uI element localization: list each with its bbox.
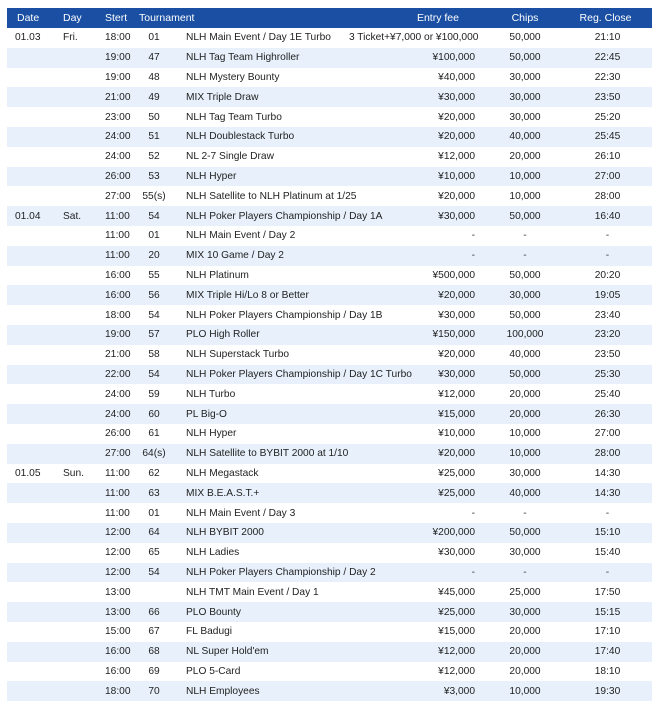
cell-chips: 20,000	[509, 665, 541, 677]
cell-chips: 25,000	[509, 586, 541, 598]
cell-number: 70	[148, 685, 160, 697]
cell-tournament: NLH Satellite to NLH Platinum at 1/25	[186, 190, 357, 202]
cell-reg-close: 14:30	[594, 487, 621, 499]
cell-entry-fee: ¥45,000	[438, 586, 475, 598]
cell-chips: 50,000	[509, 269, 541, 281]
cell-start: 11:00	[105, 507, 130, 519]
cell-chips: 30,000	[509, 289, 541, 301]
cell-start: 12:00	[105, 566, 131, 578]
cell-reg-close: 26:30	[594, 408, 621, 420]
table-row	[7, 622, 652, 642]
table-row	[7, 186, 652, 206]
cell-chips: 30,000	[509, 111, 541, 123]
cell-number: 62	[148, 467, 160, 479]
table-row	[7, 345, 652, 365]
cell-number: 53	[148, 170, 160, 182]
cell-start: 16:00	[105, 289, 131, 301]
cell-chips: 20,000	[509, 388, 541, 400]
cell-number: 65	[148, 547, 160, 559]
cell-reg-close: 15:15	[594, 606, 621, 618]
cell-chips: 30,000	[509, 467, 541, 479]
cell-tournament: NLH Tag Team Turbo	[186, 111, 282, 123]
cell-reg-close: 23:20	[594, 329, 621, 341]
cell-number: 20	[148, 250, 160, 262]
header-entry-fee: Entry fee	[416, 12, 459, 24]
table-header	[7, 8, 652, 28]
cell-number: 55(s)	[142, 190, 166, 202]
cell-reg-close: 22:30	[594, 71, 621, 83]
cell-entry-fee: ¥500,000	[432, 269, 475, 281]
cell-tournament: NLH Main Event / Day 1E Turbo	[186, 32, 331, 44]
cell-reg-close: -	[605, 230, 610, 242]
cell-chips: 50,000	[509, 210, 541, 222]
cell-start: 11:00	[105, 230, 130, 242]
cell-entry-fee: 3 Ticket+¥7,000 or ¥100,000	[349, 32, 479, 44]
cell-entry-fee: ¥20,000	[438, 111, 475, 123]
cell-number: 54	[148, 368, 160, 380]
cell-entry-fee: -	[471, 507, 475, 519]
cell-entry-fee: ¥30,000	[438, 210, 475, 222]
cell-tournament: NLH Hyper	[186, 170, 237, 182]
schedule-table	[7, 8, 652, 701]
cell-reg-close: 15:10	[594, 527, 621, 539]
cell-entry-fee: ¥15,000	[438, 626, 475, 638]
cell-tournament: NLH Poker Players Championship / Day 1B	[186, 309, 383, 321]
cell-reg-close: 27:00	[594, 170, 621, 182]
cell-chips: 40,000	[509, 487, 541, 499]
header-day: Day	[63, 12, 82, 24]
cell-start: 13:00	[105, 606, 131, 618]
cell-reg-close: 22:45	[594, 52, 621, 64]
cell-entry-fee: ¥25,000	[438, 606, 475, 618]
cell-entry-fee: ¥30,000	[438, 309, 475, 321]
cell-number: 01	[148, 507, 160, 519]
cell-chips: 10,000	[509, 685, 541, 697]
cell-tournament: FL Badugi	[186, 626, 233, 638]
cell-start: 27:00	[105, 190, 131, 202]
cell-day: Fri.	[63, 32, 78, 44]
cell-number: 55	[148, 269, 160, 281]
cell-chips: 10,000	[509, 170, 541, 182]
cell-tournament: NLH Tag Team Highroller	[186, 52, 300, 64]
cell-tournament: NLH Superstack Turbo	[186, 349, 290, 361]
cell-tournament: NLH Platinum	[186, 269, 249, 281]
cell-chips: 10,000	[509, 428, 541, 440]
table-row	[7, 147, 652, 167]
cell-tournament: NLH Hyper	[186, 428, 237, 440]
cell-start: 23:00	[105, 111, 131, 123]
cell-tournament: NLH Mystery Bounty	[186, 71, 280, 83]
table-row	[7, 563, 652, 583]
cell-reg-close: 27:00	[594, 428, 621, 440]
cell-number: 64(s)	[142, 448, 166, 460]
cell-number: 59	[148, 388, 160, 400]
cell-tournament: MIX 10 Game / Day 2	[186, 250, 284, 262]
cell-tournament: NLH Employees	[186, 685, 260, 697]
cell-entry-fee: ¥15,000	[438, 408, 475, 420]
cell-chips: 30,000	[509, 547, 541, 559]
cell-start: 13:00	[105, 586, 131, 598]
cell-start: 19:00	[105, 52, 131, 64]
cell-reg-close: 28:00	[594, 190, 621, 202]
cell-start: 11:00	[105, 250, 130, 262]
table-row	[7, 424, 652, 444]
cell-tournament: NL 2-7 Single Draw	[186, 151, 274, 163]
cell-chips: -	[523, 250, 527, 262]
cell-number: 56	[148, 289, 160, 301]
cell-number: 48	[148, 71, 160, 83]
cell-number: 47	[148, 52, 160, 64]
cell-chips: 20,000	[509, 408, 541, 420]
cell-chips: 50,000	[509, 32, 541, 44]
cell-start: 11:00	[105, 210, 130, 222]
cell-entry-fee: -	[471, 230, 475, 242]
cell-start: 19:00	[105, 71, 131, 83]
cell-number: 54	[148, 309, 160, 321]
cell-tournament: NLH Poker Players Championship / Day 2	[186, 566, 376, 578]
cell-start: 22:00	[105, 368, 131, 380]
cell-reg-close: 25:40	[594, 388, 621, 400]
cell-start: 12:00	[105, 547, 131, 559]
cell-chips: 40,000	[509, 131, 541, 143]
cell-start: 24:00	[105, 151, 131, 163]
table-row	[7, 602, 652, 622]
cell-number: 60	[148, 408, 160, 420]
cell-entry-fee: ¥200,000	[432, 527, 475, 539]
table-row	[7, 246, 652, 266]
cell-day: Sat.	[63, 210, 82, 222]
cell-chips: 10,000	[509, 448, 541, 460]
cell-reg-close: 17:40	[594, 646, 621, 658]
cell-tournament: PL Big-O	[186, 408, 227, 420]
cell-start: 16:00	[105, 665, 131, 677]
table-row	[7, 266, 652, 286]
cell-tournament: NLH Ladies	[186, 547, 240, 559]
cell-entry-fee: ¥30,000	[438, 91, 475, 103]
cell-tournament: NLH Megastack	[186, 467, 259, 479]
cell-start: 27:00	[105, 448, 131, 460]
cell-entry-fee: ¥20,000	[438, 131, 475, 143]
cell-entry-fee: ¥12,000	[438, 151, 475, 163]
cell-tournament: MIX B.E.A.S.T.+	[186, 487, 260, 499]
cell-tournament: NLH Doublestack Turbo	[186, 131, 295, 143]
cell-start: 11:00	[105, 467, 130, 479]
table-row	[7, 167, 652, 187]
cell-entry-fee: ¥30,000	[438, 547, 475, 559]
cell-number: 64	[148, 527, 160, 539]
cell-number: 54	[148, 566, 160, 578]
table-body	[7, 28, 652, 701]
table-row	[7, 464, 652, 484]
cell-entry-fee: ¥10,000	[438, 170, 475, 182]
cell-reg-close: 15:40	[594, 547, 621, 559]
table-row	[7, 305, 652, 325]
cell-reg-close: 19:05	[594, 289, 621, 301]
cell-reg-close: 25:20	[594, 111, 621, 123]
cell-entry-fee: ¥30,000	[438, 368, 475, 380]
table-row	[7, 68, 652, 88]
cell-chips: 30,000	[509, 91, 541, 103]
cell-number: 58	[148, 349, 160, 361]
table-row	[7, 226, 652, 246]
table-row	[7, 404, 652, 424]
cell-number: 68	[148, 646, 160, 658]
cell-tournament: NLH Main Event / Day 3	[186, 507, 296, 519]
cell-day: Sun.	[63, 467, 84, 479]
cell-chips: -	[523, 566, 527, 578]
cell-tournament: PLO 5-Card	[186, 665, 241, 677]
table-row	[7, 107, 652, 127]
cell-start: 18:00	[105, 32, 131, 44]
cell-number: 01	[148, 32, 160, 44]
cell-start: 16:00	[105, 269, 131, 281]
cell-entry-fee: ¥12,000	[438, 665, 475, 677]
cell-number: 67	[148, 626, 160, 638]
cell-reg-close: 23:50	[594, 91, 621, 103]
table-row	[7, 285, 652, 305]
table-row	[7, 503, 652, 523]
cell-start: 21:00	[105, 349, 131, 361]
table-row	[7, 543, 652, 563]
cell-date: 01.05	[15, 467, 41, 479]
header-chips: Chips	[511, 12, 539, 24]
cell-chips: 30,000	[509, 71, 541, 83]
cell-start: 24:00	[105, 408, 131, 420]
cell-entry-fee: ¥20,000	[438, 289, 475, 301]
cell-entry-fee: ¥25,000	[438, 467, 475, 479]
cell-entry-fee: ¥12,000	[438, 388, 475, 400]
cell-start: 18:00	[105, 685, 131, 697]
cell-tournament: PLO Bounty	[186, 606, 241, 618]
table-row	[7, 365, 652, 385]
table-row	[7, 127, 652, 147]
table-row	[7, 523, 652, 543]
cell-tournament: NLH Turbo	[186, 388, 236, 400]
cell-reg-close: -	[605, 566, 610, 578]
cell-reg-close: 23:40	[594, 309, 621, 321]
cell-tournament: NLH TMT Main Event / Day 1	[186, 586, 319, 598]
cell-reg-close: -	[605, 507, 610, 519]
cell-start: 24:00	[105, 131, 131, 143]
cell-start: 18:00	[105, 309, 131, 321]
cell-reg-close: 20:20	[594, 269, 621, 281]
cell-entry-fee: ¥20,000	[438, 349, 475, 361]
table-row	[7, 444, 652, 464]
cell-date: 01.03	[15, 32, 41, 44]
cell-start: 12:00	[105, 527, 131, 539]
cell-chips: 50,000	[509, 52, 541, 64]
cell-start: 15:00	[105, 626, 131, 638]
cell-entry-fee: ¥20,000	[438, 190, 475, 202]
cell-start: 24:00	[105, 388, 131, 400]
cell-reg-close: 17:10	[594, 626, 621, 638]
table-row	[7, 642, 652, 662]
cell-entry-fee: ¥100,000	[432, 52, 475, 64]
table-row	[7, 483, 652, 503]
cell-start: 16:00	[105, 646, 131, 658]
cell-tournament: PLO High Roller	[186, 329, 260, 341]
cell-chips: 40,000	[509, 349, 541, 361]
cell-entry-fee: -	[471, 566, 475, 578]
header-reg-close: Reg. Close	[579, 12, 632, 24]
cell-number: 57	[148, 329, 160, 341]
cell-tournament: NLH Main Event / Day 2	[186, 230, 296, 242]
cell-entry-fee: ¥25,000	[438, 487, 475, 499]
cell-number: 49	[148, 91, 160, 103]
header-date: Date	[17, 12, 40, 24]
table-row	[7, 582, 652, 602]
cell-reg-close: 16:40	[594, 210, 621, 222]
cell-reg-close: 23:50	[594, 349, 621, 361]
cell-entry-fee: ¥20,000	[438, 448, 475, 460]
cell-chips: 20,000	[509, 151, 541, 163]
cell-reg-close: 28:00	[594, 448, 621, 460]
header-start: Stert	[105, 12, 128, 24]
cell-chips: 50,000	[509, 527, 541, 539]
cell-number: 69	[148, 665, 160, 677]
table-row	[7, 28, 652, 48]
cell-chips: 100,000	[506, 329, 544, 341]
cell-chips: 50,000	[509, 368, 541, 380]
table-row	[7, 48, 652, 68]
cell-number: 01	[148, 230, 160, 242]
cell-tournament: NLH BYBIT 2000	[186, 527, 264, 539]
cell-number: 61	[148, 428, 160, 440]
table-row	[7, 325, 652, 345]
cell-start: 26:00	[105, 170, 131, 182]
table-row	[7, 87, 652, 107]
cell-chips: 10,000	[509, 190, 541, 202]
cell-entry-fee: ¥10,000	[438, 428, 475, 440]
cell-entry-fee: ¥150,000	[432, 329, 475, 341]
header-tournament: Tournament	[139, 12, 195, 24]
cell-tournament: MIX Triple Draw	[186, 91, 259, 103]
cell-reg-close: 14:30	[594, 467, 621, 479]
cell-chips: 50,000	[509, 309, 541, 321]
cell-reg-close: 19:30	[594, 685, 621, 697]
cell-tournament: NL Super Hold'em	[186, 646, 269, 658]
table-row	[7, 384, 652, 404]
cell-reg-close: 25:45	[594, 131, 621, 143]
cell-number: 52	[148, 151, 160, 163]
cell-reg-close: 18:10	[594, 665, 621, 677]
cell-entry-fee: -	[471, 250, 475, 262]
cell-entry-fee: ¥40,000	[438, 71, 475, 83]
cell-start: 11:00	[105, 487, 130, 499]
cell-number: 66	[148, 606, 160, 618]
cell-reg-close: -	[605, 250, 610, 262]
cell-tournament: NLH Satellite to BYBIT 2000 at 1/10	[186, 448, 349, 460]
cell-reg-close: 25:30	[594, 368, 621, 380]
cell-reg-close: 17:50	[594, 586, 621, 598]
cell-number: 51	[148, 131, 160, 143]
cell-reg-close: 26:10	[594, 151, 621, 163]
cell-number: 50	[148, 111, 160, 123]
cell-date: 01.04	[15, 210, 41, 222]
cell-start: 21:00	[105, 91, 131, 103]
cell-chips: -	[523, 230, 527, 242]
table-row	[7, 206, 652, 226]
cell-tournament: NLH Poker Players Championship / Day 1C Turbo	[186, 368, 412, 380]
cell-entry-fee: ¥3,000	[443, 685, 475, 697]
cell-chips: -	[523, 507, 527, 519]
cell-tournament: NLH Poker Players Championship / Day 1A	[186, 210, 383, 222]
table-row	[7, 662, 652, 682]
cell-chips: 30,000	[509, 606, 541, 618]
cell-reg-close: 21:10	[594, 32, 621, 44]
cell-entry-fee: ¥12,000	[438, 646, 475, 658]
cell-chips: 20,000	[509, 646, 541, 658]
cell-tournament: MIX Triple Hi/Lo 8 or Better	[186, 289, 309, 301]
cell-number: 54	[148, 210, 160, 222]
cell-start: 19:00	[105, 329, 131, 341]
cell-chips: 20,000	[509, 626, 541, 638]
cell-number: 63	[148, 487, 160, 499]
table-row	[7, 681, 652, 701]
cell-start: 26:00	[105, 428, 131, 440]
